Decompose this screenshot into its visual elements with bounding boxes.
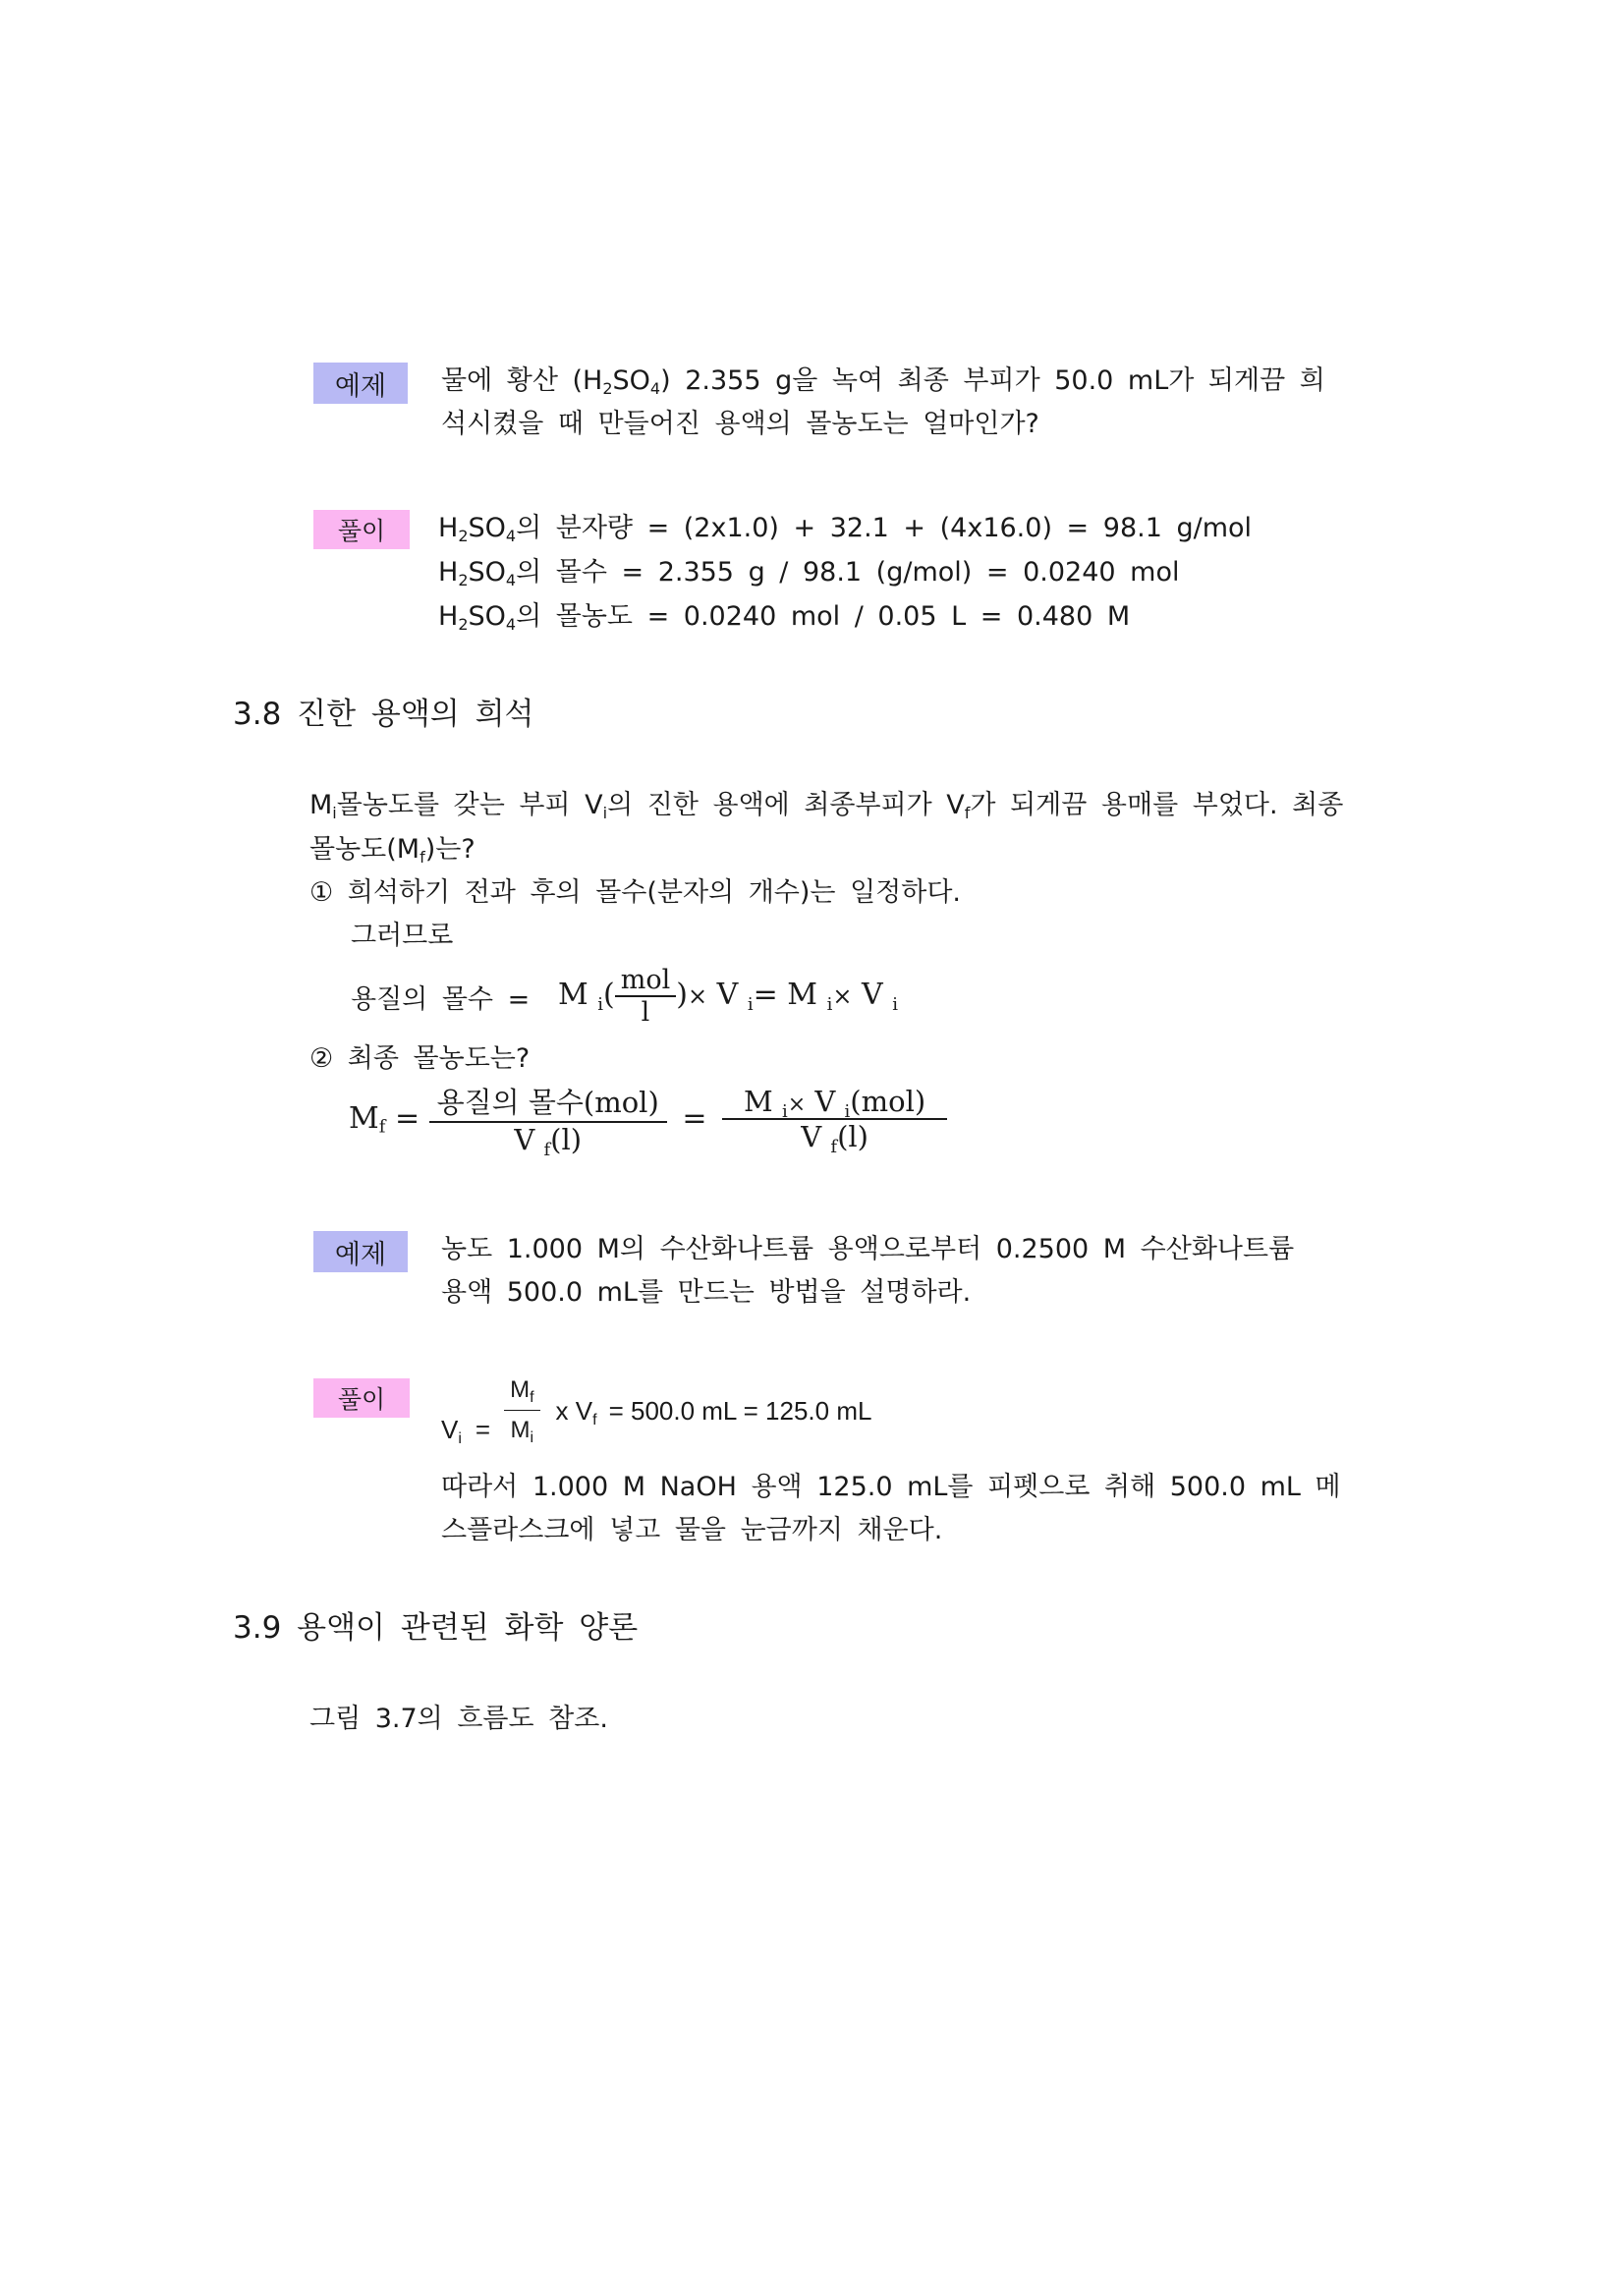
- list-item-1: ① 희석하기 전과 후의 몰수(분자의 개수)는 일정하다.: [309, 877, 961, 908]
- solution2-line1: 따라서 1.000 M NaOH 용액 125.0 mL를 피펫으로 취해 500.0 mL 메: [441, 1472, 1341, 1502]
- moles-equation: M $_i$( $\frac{\text{mol}}{l}$ )× V $_i$= M $_i$× V $_i$: [558, 965, 898, 1028]
- dilution-paragraph-line1: $M_i$몰농도를 갖는 부피 $V_i$의 진한 용액에 최종부피가 $V_f$가 되게끔 용매를 부었다. 최종: [309, 790, 1344, 822]
- moles-label: 용질의 몰수 =: [351, 984, 531, 1015]
- dilution-volume-equation: $V_i$ = $\frac{M_f}{M_i}$ x $V_f$ = 500.0 mL = 125.0 mL: [441, 1376, 872, 1447]
- solution1-line3: $H_2SO_4$의 몰농도 = 0.0240 mol / 0.05 L = 0.480 M: [438, 601, 1131, 634]
- mf-over-mi-fraction: $\frac{M_f}{M_i}$: [504, 1376, 539, 1444]
- example2-line1: 농도 1.000 M의 수산화나트륨 용액으로부터 0.2500 M 수산화나트륨: [441, 1234, 1295, 1264]
- solution2-line2: 스플라스크에 넣고 물을 눈금까지 채운다.: [441, 1515, 943, 1545]
- solution1-line1: $H_2SO_4$의 분자량 = (2x1.0) + 32.1 + (4x16.0) = 98.1 g/mol: [438, 513, 1253, 545]
- example2-line2: 용액 500.0 mL를 만드는 방법을 설명하라.: [441, 1277, 972, 1308]
- example-badge: 예제: [313, 363, 408, 404]
- solution1-line2: $H_2SO_4$의 몰수 = 2.355 g / 98.1 (g/mol) = 0.0240 mol: [438, 557, 1180, 589]
- final-molarity-equation: $M_f$ = $\frac{\text{용질의 몰수(mol)}}{V _f(l)}$ = $\frac{M _i\times V _i(mol)}{V _f(l)}$: [349, 1081, 947, 1156]
- section39-text: 그림 3.7의 흐름도 참조.: [309, 1704, 608, 1734]
- mol-per-liter-fraction: $\frac{\text{mol}}{l}$: [615, 965, 677, 1028]
- list-item-2: ② 최종 몰농도는?: [309, 1043, 531, 1074]
- moles-over-volume-fraction: $\frac{\text{용질의 몰수(mol)}}{V _f(l)}$: [429, 1081, 667, 1156]
- dilution-paragraph-line2: 몰농도$(M_f)$는?: [309, 834, 476, 867]
- solution-badge: 풀이: [313, 510, 410, 549]
- example1-line1: 물에 황산 $(H_2SO_4)$ 2.355 g을 녹여 최종 부피가 50.0 mL가 되게끔 희: [441, 365, 1325, 398]
- example1-line2: 석시켰을 때 만들어진 용액의 몰농도는 얼마인가?: [441, 409, 1039, 439]
- section-heading-3-8: 3.8 진한 용액의 희석: [233, 697, 534, 732]
- section-heading-3-9: 3.9 용액이 관련된 화학 양론: [233, 1610, 639, 1646]
- mi-vi-over-vf-fraction: $\frac{M _i\times V _i(mol)}{V _f(l)}$: [722, 1085, 947, 1153]
- example-badge-2: 예제: [313, 1231, 408, 1272]
- list-item-1-continuation: 그러므로: [351, 921, 454, 951]
- solution-badge-2: 풀이: [313, 1378, 410, 1418]
